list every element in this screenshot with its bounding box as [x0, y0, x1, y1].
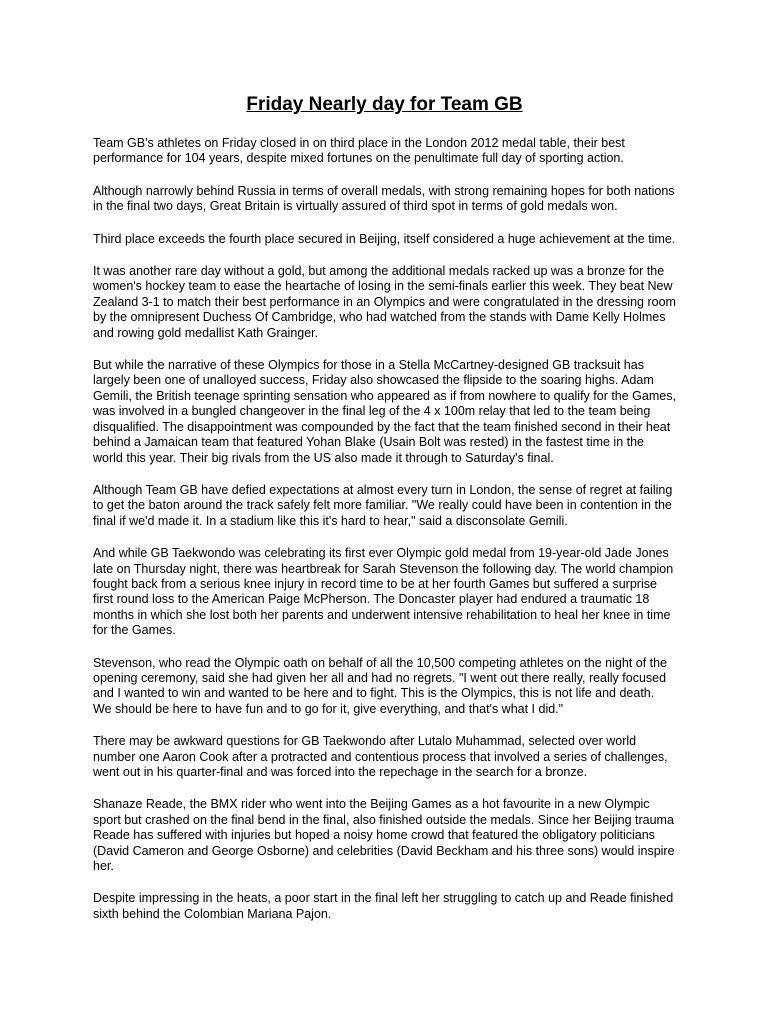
- paragraph: Third place exceeds the fourth place secured in Beijing, itself considered a huge achievement at the time.: [93, 231, 676, 246]
- paragraph: Stevenson, who read the Olympic oath on behalf of all the 10,500 competing athletes on the night of the opening ceremony, said she had given her all and had no regrets. "I went out there really, really focused and I wanted to win and wanted to be here and to fight. This is the Olympics, this is not life and death. We should be here to have fun and to go for it, give everything, and that's what I did.": [93, 655, 667, 716]
- paragraph: And while GB Taekwondo was celebrating its first ever Olympic gold medal from 19-year-old Jade Jones late on Thursday night, there was heartbreak for Sarah Stevenson the following day. The world champion fought back from a serious knee injury in record time to be at her fourth Games but suffered a surprise first round loss to the American Paige McPherson. The Doncaster player had endured a traumatic 18 months in which she lost both her parents and underwent intensive rehabilitation to heal her knee in time for the Games.: [93, 546, 674, 638]
- paragraph: Despite impressing in the heats, a poor start in the final left her struggling to catch up and Reade finished sixth behind the Colombian Mariana Pajon.: [93, 891, 674, 921]
- document-page: [93, 93, 676, 939]
- paragraph: There may be awkward questions for GB Taekwondo after Lutalo Muhammad, selected over world number one Aaron Cook after a protracted and contentious process that involved a series of challenges, went out in his quarter-final and was forced into the repechage in the search for a bronze.: [93, 734, 668, 779]
- paragraph: It was another rare day without a gold, but among the additional medals racked up was a bronze for the women's hockey team to ease the heartache of losing in the semi-finals earlier this week. They beat New Zealand 3-1 to match their best performance in an Olympics and were congratulated in the dressing room by the omnipresent Duchess Of Cambridge, who had watched from the stands with Dame Kelly Holmes and rowing gold medallist Kath Grainger.: [93, 264, 676, 340]
- paragraph: Although Team GB have defied expectations at almost every turn in London, the sense of regret at failing to get the baton around the track safely felt more familiar. "We really could have been in contention in the final if we'd made it. In a stadium like this it's hard to hear," said a disconsolate Gemili.: [93, 482, 673, 528]
- paragraph: But while the narrative of these Olympics for those in a Stella McCartney-designed GB tracksuit has largely been one of unalloyed success, Friday also showcased the flipside to the soaring highs. Adam Gemili, the British teenage sprinting sensation who appeared as if from nowhere to qualify for the Games, was involved in a bungled changeover in the final leg of the 4 x 100m relay that led to the team being disqualified. The disappointment was compounded by the fact that the team finished second in their heat behind a Jamaican team that featured Yohan Blake (Usain Bolt was rested) in the fastest time in the world this year. Their big rivals from the US also made it through to Saturday's final.: [93, 358, 676, 465]
- paragraph: Team GB's athletes on Friday closed in on third place in the London 2012 medal table, their best performance for 104 years, despite mixed fortunes on the penultimate full day of sporting action.: [93, 136, 625, 166]
- paragraph: Although narrowly behind Russia in terms of overall medals, with strong remaining hopes for both nations in the final two days, Great Britain is virtually assured of third spot in terms of gold medals won.: [93, 183, 675, 214]
- paragraph: Shanaze Reade, the BMX rider who went into the Beijing Games as a hot favourite in a new Olympic sport but crashed on the final bend in the final, also finished outside the medals. Since her Beijing trauma Reade has suffered with injuries but hoped a noisy home crowd that featured the obligatory politicians (David Cameron and George Osborne) and celebrities (David Beckham and his three sons) would inspire her.: [93, 797, 675, 874]
- document-title: Friday Nearly day for Team GB: [246, 94, 523, 115]
